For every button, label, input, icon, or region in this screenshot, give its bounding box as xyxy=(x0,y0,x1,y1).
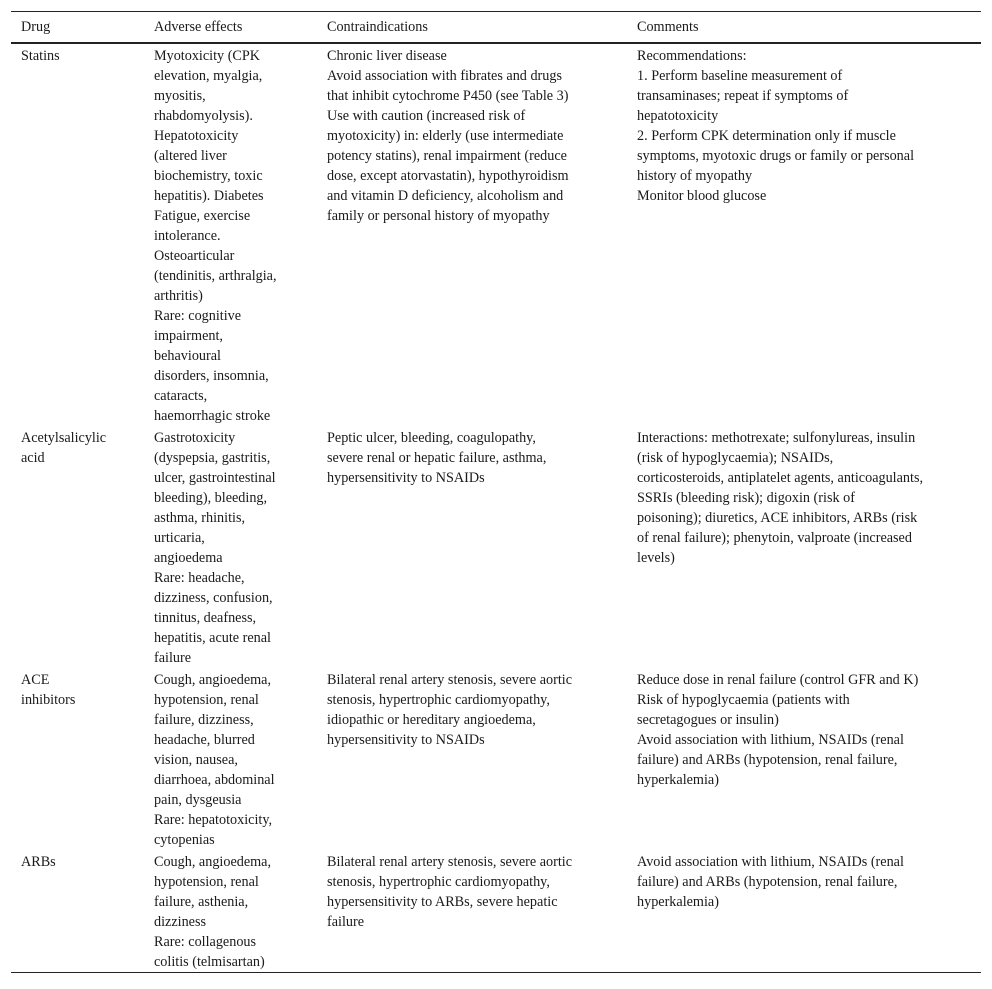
cell-text-line: Osteoarticular xyxy=(154,248,235,264)
cell-text-line: Rare: collagenous xyxy=(154,934,257,950)
cell-text-line: stenosis, hypertrophic cardiomyopathy, xyxy=(327,692,550,708)
cell-text-line: failure, dizziness, xyxy=(154,712,254,728)
cell-text-line: Avoid association with fibrates and drugs xyxy=(327,68,562,84)
cell-text-line: of renal failure); phenytoin, valproate (increased xyxy=(637,530,912,546)
cell-drug xyxy=(11,668,144,850)
cell-text-line: Acetylsalicylic xyxy=(21,430,107,446)
cell-text-line: (tendinitis, arthralgia, xyxy=(154,268,277,284)
cell-text-line: Risk of hypoglycaemia (patients with xyxy=(637,692,850,708)
cell-text-line: inhibitors xyxy=(21,692,76,708)
cell-text-line: Gastrotoxicity xyxy=(154,430,236,446)
cell-text-line: potency statins), renal impairment (reduce xyxy=(327,148,567,164)
cell-text-line: bleeding), bleeding, xyxy=(154,490,268,506)
cell-text-line: Bilateral renal artery stenosis, severe aortic xyxy=(327,854,573,870)
cell-text-line: pain, dysgeusia xyxy=(154,792,242,808)
cell-text-line: intolerance. xyxy=(154,228,221,244)
cell-text-line: hyperkalemia) xyxy=(637,894,719,910)
cell-text-line: haemorrhagic stroke xyxy=(154,408,271,424)
cell-text-line: disorders, insomnia, xyxy=(154,368,269,384)
cell-drug xyxy=(11,850,144,973)
cell-text-line: Reduce dose in renal failure (control GFR and K) xyxy=(637,672,919,688)
table-row xyxy=(11,43,981,426)
cell-text-line: dose, except atorvastatin), hypothyroidism xyxy=(327,168,569,184)
cell-text-line: idiopathic or hereditary angioedema, xyxy=(327,712,536,728)
header-drug: Drug xyxy=(21,19,51,35)
cell-text-line: symptoms, myotoxic drugs or family or personal xyxy=(637,148,915,164)
cell-text-line: Monitor blood glucose xyxy=(637,188,767,204)
cell-text-line: arthritis) xyxy=(154,288,203,304)
table-row xyxy=(11,668,981,850)
cell-text-line: cataracts, xyxy=(154,388,208,404)
cell-text-line: colitis (telmisartan) xyxy=(154,954,265,970)
cell-text-line: dizziness xyxy=(154,914,207,930)
cell-text-line: (risk of hypoglycaemia); NSAIDs, xyxy=(637,450,834,466)
cell-adverse-effects xyxy=(144,668,317,850)
cell-text-line: SSRIs (bleeding risk); digoxin (risk of xyxy=(637,490,855,506)
cell-text-line: asthma, rhinitis, xyxy=(154,510,246,526)
cell-text-line: hyperkalemia) xyxy=(637,772,719,788)
cell-text-line: tinnitus, deafness, xyxy=(154,610,257,626)
cell-text-line: Bilateral renal artery stenosis, severe aortic xyxy=(327,672,573,688)
cell-text-line: hepatotoxicity xyxy=(637,108,719,124)
cell-text-line: 1. Perform baseline measurement of xyxy=(637,68,843,84)
cell-contraindications xyxy=(317,850,627,973)
cell-text-line: ARBs xyxy=(21,854,56,870)
cell-text-line: failure xyxy=(327,914,365,930)
cell-text-line: and vitamin D deficiency, alcoholism and xyxy=(327,188,564,204)
cell-comments xyxy=(627,426,981,668)
cell-text-line: elevation, myalgia, xyxy=(154,68,263,84)
cell-text-line: diarrhoea, abdominal xyxy=(154,772,275,788)
cell-text-line: headache, blurred xyxy=(154,732,255,748)
cell-text-line: biochemistry, toxic xyxy=(154,168,263,184)
cell-text-line: rhabdomyolysis). xyxy=(154,108,253,124)
header-contraindications: Contraindications xyxy=(327,19,428,35)
cell-text-line: secretagogues or insulin) xyxy=(637,712,779,728)
cell-text-line: myotoxicity) in: elderly (use intermediate xyxy=(327,128,564,144)
cell-text-line: Cough, angioedema, xyxy=(154,854,272,870)
cell-text-line: Avoid association with lithium, NSAIDs (renal xyxy=(637,732,904,748)
cell-text-line: Statins xyxy=(21,48,60,64)
cell-drug xyxy=(11,43,144,426)
cell-contraindications xyxy=(317,668,627,850)
header-row xyxy=(11,12,981,44)
cell-text-line: that inhibit cytochrome P450 (see Table 3) xyxy=(327,88,569,104)
cell-text-line: Chronic liver disease xyxy=(327,48,447,64)
cell-text-line: urticaria, xyxy=(154,530,205,546)
cell-adverse-effects xyxy=(144,850,317,973)
cell-comments xyxy=(627,43,981,426)
cell-comments xyxy=(627,668,981,850)
cell-text-line: (altered liver xyxy=(154,148,227,164)
table-row xyxy=(11,850,981,973)
cell-text-line: vision, nausea, xyxy=(154,752,238,768)
cell-text-line: ACE xyxy=(21,672,50,688)
cell-text-line: hypersensitivity to NSAIDs xyxy=(327,732,485,748)
cell-text-line: failure, asthenia, xyxy=(154,894,249,910)
cell-contraindications xyxy=(317,426,627,668)
cell-text-line: (dyspepsia, gastritis, xyxy=(154,450,271,466)
cell-text-line: hypersensitivity to ARBs, severe hepatic xyxy=(327,894,558,910)
cell-text-line: Interactions: methotrexate; sulfonylureas, insulin xyxy=(637,430,916,446)
cell-text-line: 2. Perform CPK determination only if muscle xyxy=(637,128,896,144)
cell-text-line: Fatigue, exercise xyxy=(154,208,251,224)
cell-drug xyxy=(11,426,144,668)
cell-text-line: cytopenias xyxy=(154,832,215,848)
cell-text-line: Rare: hepatotoxicity, xyxy=(154,812,273,828)
cell-text-line: Rare: cognitive xyxy=(154,308,242,324)
cell-text-line: poisoning); diuretics, ACE inhibitors, ARBs (risk xyxy=(637,510,918,526)
cell-text-line: failure xyxy=(154,650,192,666)
table-body xyxy=(11,43,981,973)
cell-text-line: Recommendations: xyxy=(637,48,747,64)
cell-text-line: failure) and ARBs (hypotension, renal failure, xyxy=(637,874,898,890)
cell-text-line: Rare: headache, xyxy=(154,570,245,586)
cell-text-line: family or personal history of myopathy xyxy=(327,208,550,224)
cell-text-line: Hepatotoxicity xyxy=(154,128,239,144)
table-row xyxy=(11,426,981,668)
header-adverse-effects: Adverse effects xyxy=(154,19,243,35)
cell-text-line: angioedema xyxy=(154,550,223,566)
cell-text-line: ulcer, gastrointestinal xyxy=(154,470,276,486)
cell-text-line: hypotension, renal xyxy=(154,692,259,708)
cell-text-line: severe renal or hepatic failure, asthma, xyxy=(327,450,547,466)
cell-text-line: impairment, xyxy=(154,328,223,344)
cell-text-line: hypersensitivity to NSAIDs xyxy=(327,470,485,486)
cell-text-line: Cough, angioedema, xyxy=(154,672,272,688)
cell-text-line: transaminases; repeat if symptoms of xyxy=(637,88,849,104)
cell-adverse-effects xyxy=(144,43,317,426)
table-header xyxy=(11,12,981,44)
cell-text-line: hypotension, renal xyxy=(154,874,259,890)
cell-text-line: levels) xyxy=(637,550,675,566)
cell-text-line: dizziness, confusion, xyxy=(154,590,273,606)
cell-adverse-effects xyxy=(144,426,317,668)
cell-text-line: corticosteroids, antiplatelet agents, anticoagulants, xyxy=(637,470,924,486)
cell-comments xyxy=(627,850,981,973)
cell-text-line: hepatitis). Diabetes xyxy=(154,188,264,204)
cell-text-line: failure) and ARBs (hypotension, renal failure, xyxy=(637,752,898,768)
cell-text-line: Peptic ulcer, bleeding, coagulopathy, xyxy=(327,430,536,446)
drug-safety-table xyxy=(11,11,981,973)
cell-text-line: acid xyxy=(21,450,45,466)
cell-text-line: history of myopathy xyxy=(637,168,753,184)
cell-text-line: myositis, xyxy=(154,88,206,104)
cell-contraindications xyxy=(317,43,627,426)
cell-text-line: behavioural xyxy=(154,348,221,364)
cell-text-line: Avoid association with lithium, NSAIDs (renal xyxy=(637,854,904,870)
cell-text-line: Myotoxicity (CPK xyxy=(154,48,261,64)
cell-text-line: hepatitis, acute renal xyxy=(154,630,271,646)
cell-text-line: Use with caution (increased risk of xyxy=(327,108,526,124)
cell-text-line: stenosis, hypertrophic cardiomyopathy, xyxy=(327,874,550,890)
header-comments: Comments xyxy=(637,19,699,35)
